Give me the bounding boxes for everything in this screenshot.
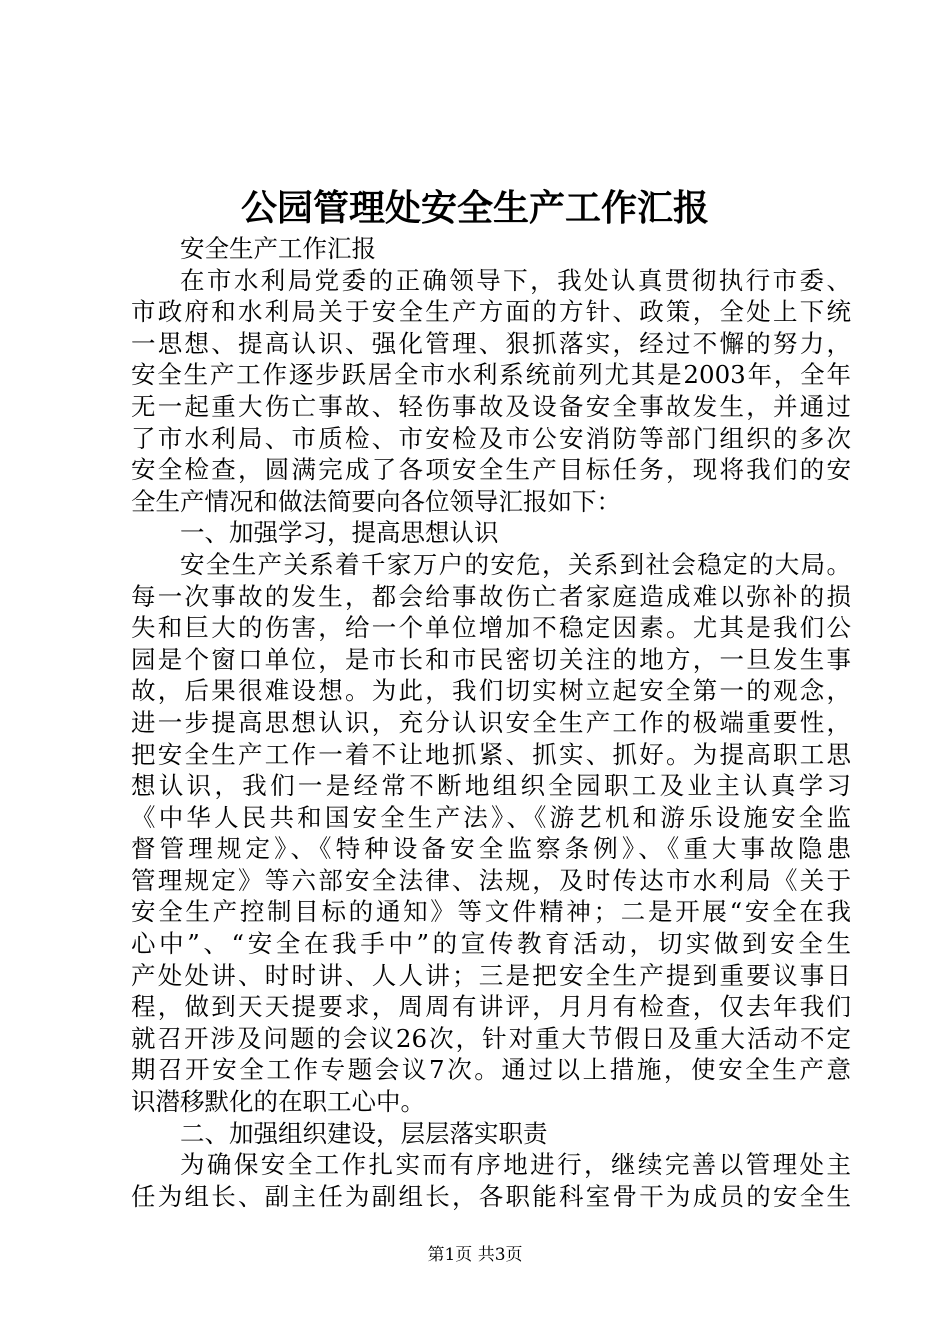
paragraph-line: 市政府和水利局关于安全生产方面的方针、政策，全处上下统 — [131, 297, 851, 327]
paragraph-line: 故，后果很难设想。为此，我们切实树立起安全第一的观念， — [131, 676, 851, 706]
paragraph-line: 任为组长、副主任为副组长，各职能科室骨干为成员的安全生 — [131, 1181, 851, 1211]
paragraph-line: 安全生产工作逐步跃居全市水利系统前列尤其是2003年，全年 — [131, 360, 851, 390]
paragraph-line: 安全生产关系着千家万户的安危，关系到社会稳定的大局。 — [180, 549, 851, 579]
paragraph-line: 失和巨大的伤害，给一个单位增加不稳定因素。尤其是我们公 — [131, 613, 851, 643]
section-heading: 二、加强组织建设，层层落实职责 — [180, 1118, 548, 1148]
paragraph-line: 一思想、提高认识、强化管理、狠抓落实，经过不懈的努力， — [131, 328, 851, 358]
paragraph-line: 安全检查，圆满完成了各项安全生产目标任务，现将我们的安 — [131, 455, 851, 485]
paragraph-line: 督管理规定》、《特种设备安全监察条例》、《重大事故隐患 — [131, 834, 851, 864]
paragraph-line: 就召开涉及问题的会议26次，针对重大节假日及重大活动不定 — [131, 1023, 851, 1053]
paragraph-line: 进一步提高思想认识，充分认识安全生产工作的极端重要性， — [131, 707, 851, 737]
paragraph-line: 《中华人民共和国安全生产法》、《游艺机和游乐设施安全监 — [131, 802, 851, 832]
section-heading: 一、加强学习，提高思想认识 — [180, 518, 499, 548]
paragraph-line: 识潜移默化的在职工心中。 — [131, 1087, 425, 1117]
paragraph-line: 每一次事故的发生，都会给事故伤亡者家庭造成难以弥补的损 — [131, 581, 851, 611]
paragraph-line: 安全生产控制目标的通知》等文件精神；二是开展“安全在我 — [131, 897, 851, 927]
paragraph-line: 把安全生产工作一着不让地抓紧、抓实、抓好。为提高职工思 — [131, 739, 851, 769]
paragraph-line: 在市水利局党委的正确领导下，我处认真贯彻执行市委、 — [180, 265, 851, 295]
paragraph-line: 全生产情况和做法简要向各位领导汇报如下： — [131, 486, 621, 516]
paragraph-line: 想认识，我们一是经常不断地组织全园职工及业主认真学习 — [131, 771, 851, 801]
paragraph-line: 程，做到天天提要求，周周有讲评，月月有检查，仅去年我们 — [131, 992, 851, 1022]
paragraph-line: 产处处讲、时时讲、人人讲；三是把安全生产提到重要议事日 — [131, 960, 851, 990]
paragraph-line: 园是个窗口单位，是市长和市民密切关注的地方，一旦发生事 — [131, 644, 851, 674]
document-body — [131, 233, 851, 1212]
paragraph-line: 心中”、“安全在我手中”的宣传教育活动，切实做到安全生 — [131, 929, 851, 959]
page-footer: 第1页 共3页 — [427, 1245, 523, 1265]
paragraph-line: 管理规定》等六部安全法律、法规，及时传达市水利局《关于 — [131, 865, 851, 895]
paragraph-line: 为确保安全工作扎实而有序地进行，继续完善以管理处主 — [180, 1150, 851, 1180]
paragraph-line: 安全生产工作汇报 — [180, 234, 376, 263]
paragraph-line: 了市水利局、市质检、市安检及市公安消防等部门组织的多次 — [131, 423, 851, 453]
paragraph-line: 期召开安全工作专题会议7次。通过以上措施，使安全生产意 — [131, 1055, 851, 1085]
document-title: 公园管理处安全生产工作汇报 — [240, 187, 709, 229]
paragraph-line: 无一起重大伤亡事故、轻伤事故及设备安全事故发生，并通过 — [131, 391, 851, 421]
